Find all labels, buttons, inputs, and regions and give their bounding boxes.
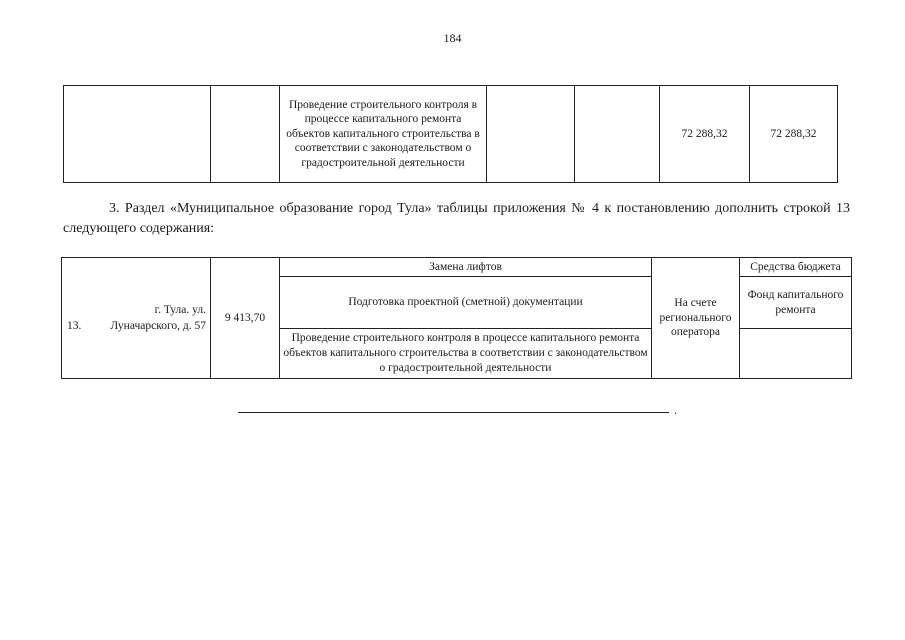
address-line-2-row bbox=[65, 318, 206, 334]
work-item-cell: Проведение строительного контроля в процессе капитального ремонта объектов капитального строительства в соответствии с законодательством о градостроительной деятельности bbox=[280, 329, 652, 379]
page-number: 184 bbox=[443, 31, 462, 45]
table-row bbox=[62, 258, 852, 277]
amount-cell: 72 288,32 bbox=[660, 86, 750, 183]
cost-cell: 9 413,70 bbox=[211, 258, 280, 379]
closing-mark: . bbox=[674, 403, 677, 417]
work-item-cell: Подготовка проектной (сметной) документации bbox=[280, 277, 652, 329]
address-line-2: Луначарского, д. 57 bbox=[110, 320, 206, 332]
continuation-table bbox=[63, 85, 838, 183]
paragraph-text: 3. Раздел «Муниципальное образование город Тула» таблицы приложения № 4 к постановлению дополнить строкой 13 следующего содержания: bbox=[63, 201, 850, 236]
budget-header-cell: Средства бюджета bbox=[740, 258, 852, 277]
work-description-cell: Проведение строительного контроля в процессе капитального ремонта объектов капитального строительства в соответствии с законодательством о градостроительной деятельности bbox=[280, 86, 487, 183]
fund-cell: Фонд капитального ремонта bbox=[740, 277, 852, 329]
amount-cell: 72 288,32 bbox=[750, 86, 838, 183]
address-cell bbox=[62, 258, 211, 379]
account-cell: На счете регионального оператора bbox=[652, 258, 740, 379]
table-cell-empty bbox=[740, 329, 852, 379]
table-cell-empty bbox=[64, 86, 211, 183]
row-number: 13. bbox=[67, 320, 82, 332]
table-cell-empty bbox=[487, 86, 575, 183]
address-line-1: г. Тула. ул. bbox=[154, 304, 206, 316]
closing-line bbox=[238, 412, 669, 413]
table-cell-empty bbox=[575, 86, 660, 183]
new-row-table bbox=[61, 257, 852, 379]
work-type-cell: Замена лифтов bbox=[280, 258, 652, 277]
table-row bbox=[64, 86, 838, 183]
table-cell-empty bbox=[211, 86, 280, 183]
